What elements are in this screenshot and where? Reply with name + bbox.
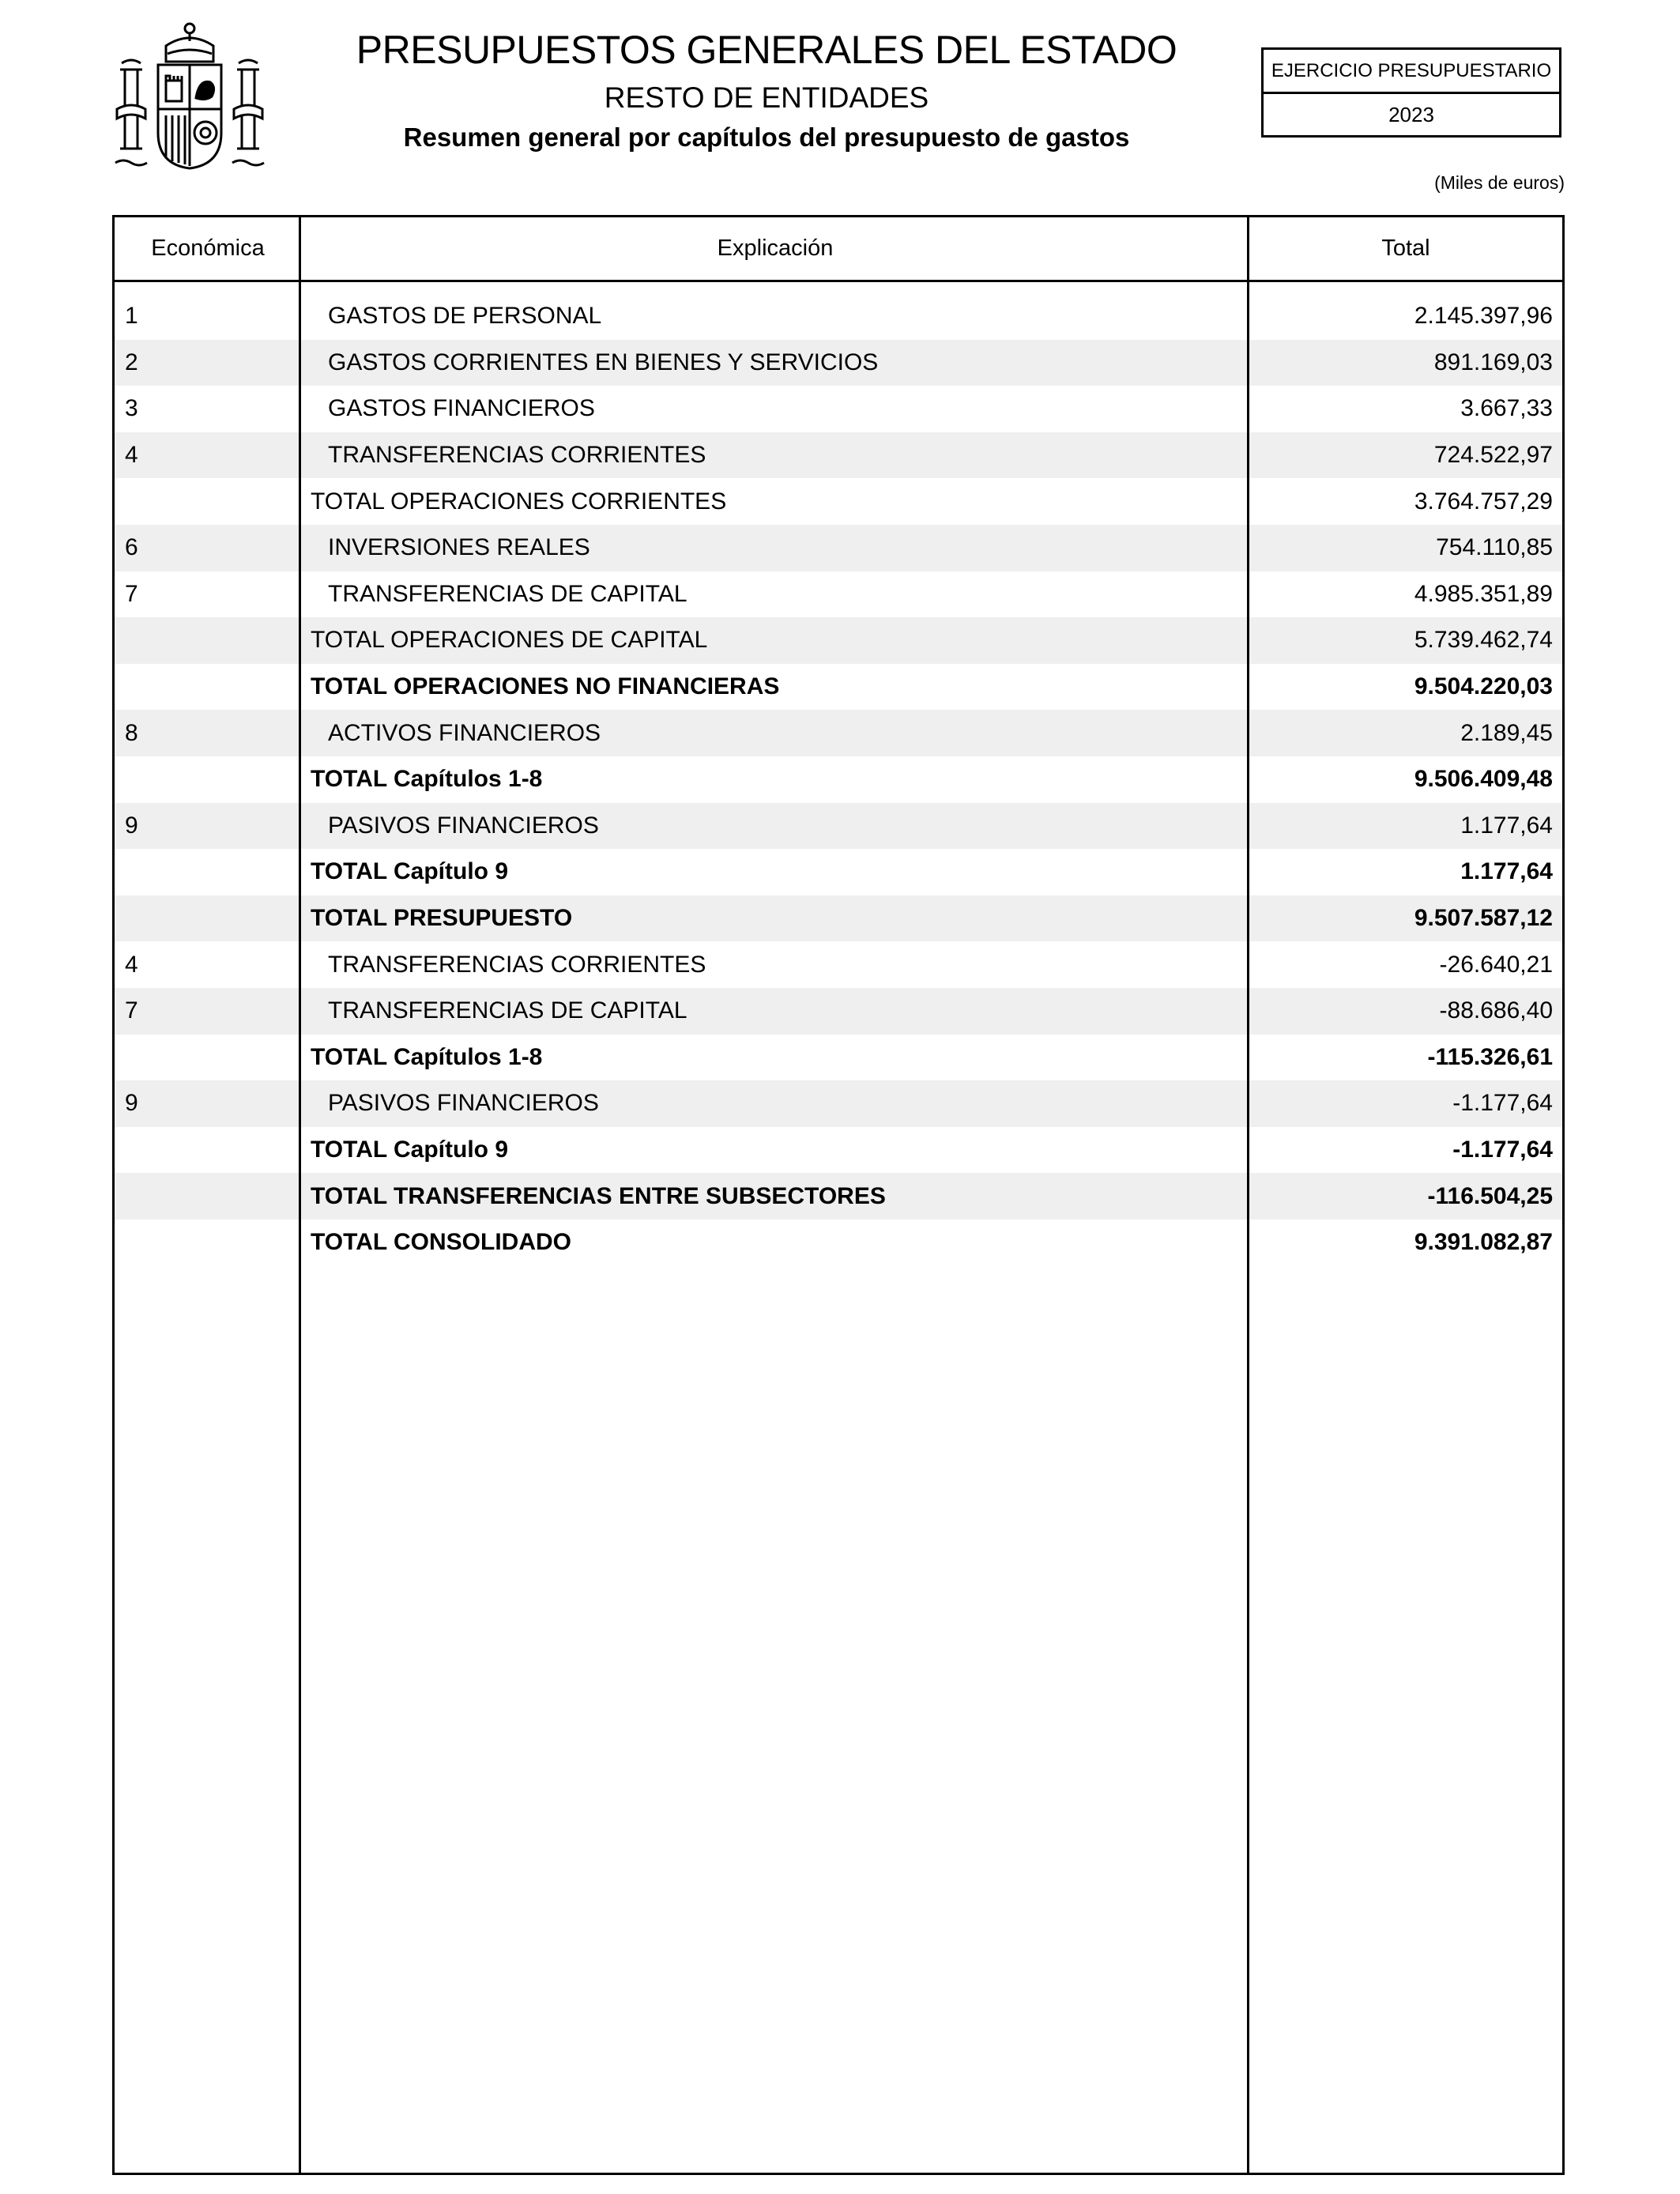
table-row [115, 571, 1562, 618]
table-row [115, 803, 1562, 850]
table-header [115, 217, 1562, 282]
row-explanation: TOTAL Capítulo 9 [311, 1136, 509, 1163]
row-total: 3.667,33 [1460, 395, 1553, 422]
row-explanation: TOTAL Capítulos 1-8 [311, 1043, 543, 1070]
row-code: 3 [125, 395, 138, 422]
row-total: 9.506.409,48 [1414, 766, 1553, 793]
row-total: -1.177,64 [1452, 1136, 1553, 1163]
table-row [115, 617, 1562, 664]
row-total: -116.504,25 [1427, 1182, 1553, 1209]
table-row [115, 849, 1562, 895]
row-code: 9 [125, 1090, 138, 1117]
row-code: 1 [125, 303, 138, 330]
row-code: 7 [125, 997, 138, 1024]
column-divider [1247, 217, 1249, 2173]
row-code: 8 [125, 719, 138, 746]
row-code: 7 [125, 580, 138, 607]
row-explanation: GASTOS CORRIENTES EN BIENES Y SERVICIOS [328, 349, 879, 375]
table-row [115, 664, 1562, 711]
ejercicio-label: EJERCICIO PRESUPUESTARIO [1264, 50, 1559, 94]
table-row [115, 1127, 1562, 1174]
row-explanation: TRANSFERENCIAS CORRIENTES [328, 951, 706, 978]
row-explanation: TOTAL OPERACIONES NO FINANCIERAS [311, 673, 780, 700]
ejercicio-year: 2023 [1388, 102, 1434, 126]
row-explanation: GASTOS FINANCIEROS [328, 395, 595, 422]
document-title: PRESUPUESTOS GENERALES DEL ESTADO [356, 28, 1177, 72]
row-total: 5.739.462,74 [1414, 627, 1553, 654]
table-row [115, 1080, 1562, 1127]
table-row [115, 756, 1562, 803]
row-explanation: PASIVOS FINANCIEROS [328, 812, 599, 839]
table-row [115, 895, 1562, 942]
budget-table [112, 215, 1565, 2175]
row-explanation: ACTIVOS FINANCIEROS [328, 719, 601, 746]
ejercicio-box [1261, 47, 1561, 138]
row-code: 4 [125, 442, 138, 469]
table-row [115, 941, 1562, 988]
row-explanation: TOTAL CONSOLIDADO [311, 1229, 571, 1256]
table-row [115, 1035, 1562, 1081]
row-explanation: TOTAL Capítulos 1-8 [311, 766, 543, 793]
table-row [115, 1173, 1562, 1220]
table-row [115, 710, 1562, 756]
row-total: 2.145.397,96 [1414, 303, 1553, 330]
document-description: Resumen general por capítulos del presupuesto de gastos [403, 123, 1130, 152]
row-explanation: PASIVOS FINANCIEROS [328, 1090, 599, 1117]
column-divider [299, 217, 301, 2173]
table-row [115, 1220, 1562, 1266]
document-subtitle: RESTO DE ENTIDADES [604, 81, 929, 114]
table-row [115, 525, 1562, 571]
row-total: 9.391.082,87 [1414, 1229, 1553, 1256]
row-total: 9.507.587,12 [1414, 905, 1553, 932]
table-row [115, 478, 1562, 525]
row-total: 9.504.220,03 [1414, 673, 1553, 700]
row-total: 754.110,85 [1436, 534, 1553, 561]
row-explanation: TOTAL Capítulo 9 [311, 858, 509, 885]
column-header-total: Total [1381, 236, 1430, 261]
row-total: -26.640,21 [1439, 951, 1553, 978]
table-row [115, 432, 1562, 479]
row-explanation: TRANSFERENCIAS DE CAPITAL [328, 997, 687, 1024]
row-total: -115.326,61 [1427, 1043, 1553, 1070]
row-total: 1.177,64 [1460, 812, 1553, 839]
row-code: 6 [125, 534, 138, 561]
row-explanation: TOTAL PRESUPUESTO [311, 905, 573, 932]
row-explanation: TOTAL OPERACIONES CORRIENTES [311, 488, 727, 515]
table-row [115, 340, 1562, 386]
row-explanation: TOTAL OPERACIONES DE CAPITAL [311, 627, 708, 654]
row-code: 9 [125, 812, 138, 839]
row-total: 1.177,64 [1460, 858, 1553, 885]
table-body [115, 293, 1562, 1265]
column-header-economica: Económica [151, 236, 265, 261]
row-total: 4.985.351,89 [1414, 580, 1553, 607]
row-explanation: TRANSFERENCIAS CORRIENTES [328, 442, 706, 469]
column-header-explicacion: Explicación [717, 236, 834, 261]
row-total: 2.189,45 [1460, 719, 1553, 746]
row-total: 891.169,03 [1433, 349, 1553, 375]
row-explanation: INVERSIONES REALES [328, 534, 590, 561]
row-explanation: TOTAL TRANSFERENCIAS ENTRE SUBSECTORES [311, 1182, 886, 1209]
row-total: -1.177,64 [1452, 1090, 1553, 1117]
row-code: 4 [125, 951, 138, 978]
row-total: 724.522,97 [1433, 442, 1553, 469]
table-row [115, 988, 1562, 1035]
row-total: -88.686,40 [1439, 997, 1553, 1024]
row-explanation: TRANSFERENCIAS DE CAPITAL [328, 580, 687, 607]
coat-of-arms-logo [111, 14, 269, 172]
row-explanation: GASTOS DE PERSONAL [328, 303, 602, 330]
row-code: 2 [125, 349, 138, 375]
table-row [115, 386, 1562, 432]
table-row [115, 293, 1562, 340]
row-total: 3.764.757,29 [1414, 488, 1553, 515]
units-note: (Miles de euros) [1434, 172, 1565, 193]
